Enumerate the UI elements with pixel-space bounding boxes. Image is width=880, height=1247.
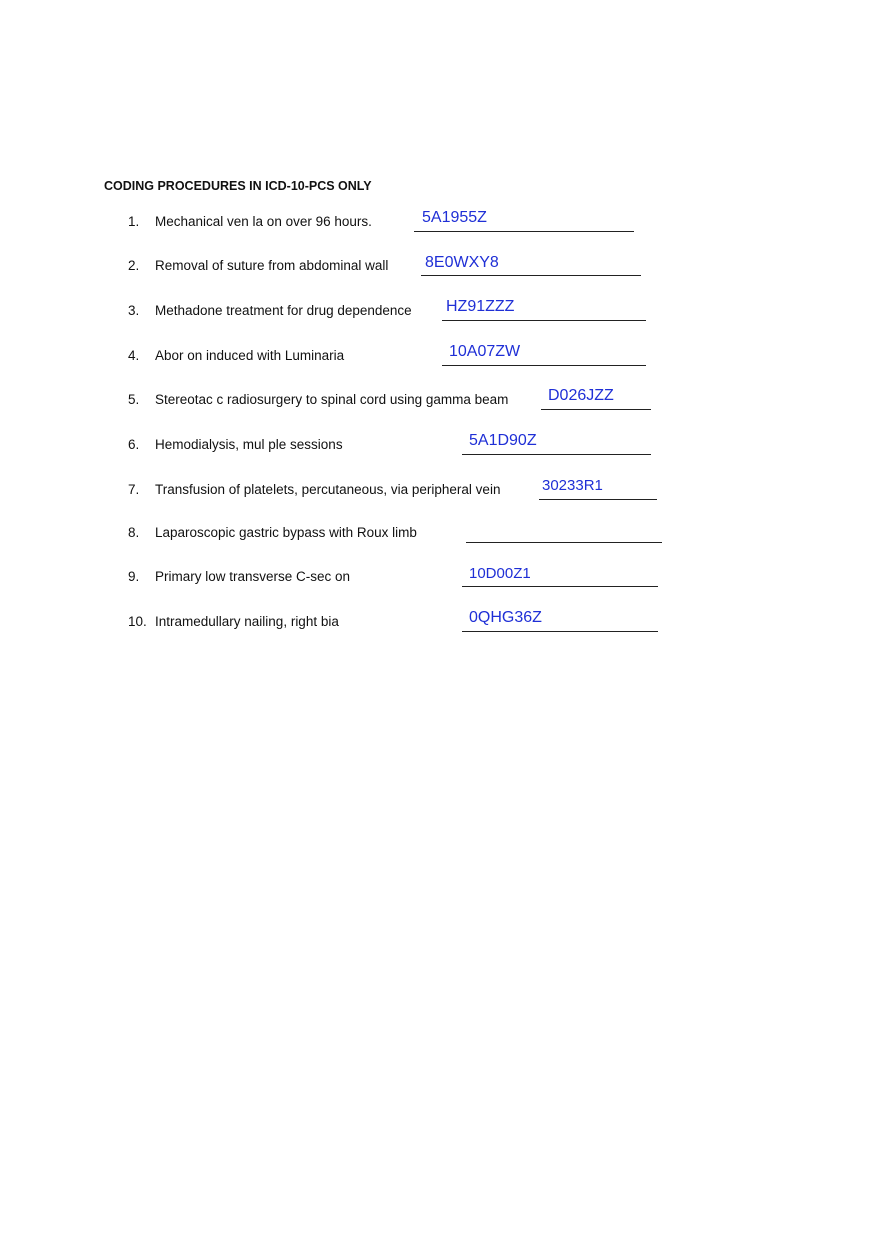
question-text: Methadone treatment for drug dependence [155,303,412,318]
question-text: Hemodialysis, mul ple sessions [155,437,343,452]
answer-line [462,631,658,632]
question-text: Removal of suture from abdominal wall [155,258,389,273]
question-number: 4. [128,348,140,363]
answer-line [541,409,651,410]
question-number: 5. [128,392,140,407]
question-number: 10. [128,614,147,629]
question-item-2 [0,254,880,278]
question-number: 1. [128,214,140,229]
page-title: CODING PROCEDURES IN ICD-10-PCS ONLY [104,179,372,193]
answer-value[interactable]: D026JZZ [548,387,614,404]
answer-line [421,275,641,276]
answer-value[interactable]: 30233R1 [542,477,603,494]
question-text: Transfusion of platelets, percutaneous, via peripheral vein [155,482,501,497]
answer-value[interactable]: HZ91ZZZ [446,298,515,315]
answer-line [462,454,651,455]
question-text: Stereotac c radiosurgery to spinal cord using gamma beam [155,392,509,407]
question-item-9 [0,565,880,589]
answer-value[interactable]: 8E0WXY8 [425,254,499,271]
answer-value[interactable]: 5A1D90Z [469,432,537,449]
question-number: 8. [128,525,140,540]
answer-line [414,231,634,232]
question-number: 2. [128,258,140,273]
question-item-1 [0,209,880,234]
answer-value[interactable]: 10A07ZW [449,343,521,360]
question-text: Mechanical ven la on over 96 hours. [155,214,372,229]
answer-value[interactable]: 0QHG36Z [469,609,542,626]
question-item-6 [0,432,880,457]
question-item-4 [0,343,880,368]
question-text: Abor on induced with Luminaria [155,348,345,363]
question-number: 6. [128,437,140,452]
question-item-8 [0,525,880,545]
question-text: Primary low transverse C-sec on [155,569,351,584]
question-number: 3. [128,303,140,318]
question-item-10 [0,609,880,634]
question-item-5 [0,387,880,412]
answer-line [442,365,646,366]
answer-value[interactable]: 5A1955Z [422,209,487,226]
answer-line [466,542,662,543]
question-number: 9. [128,569,140,584]
question-item-3 [0,298,880,323]
answer-line [462,586,658,587]
answer-line [442,320,646,321]
question-text: Laparoscopic gastric bypass with Roux limb [155,525,417,540]
question-number: 7. [128,482,140,497]
question-text: Intramedullary nailing, right bia [155,614,339,629]
answer-value[interactable]: 10D00Z1 [469,565,531,582]
answer-line [539,499,657,500]
question-item-7 [0,477,880,502]
